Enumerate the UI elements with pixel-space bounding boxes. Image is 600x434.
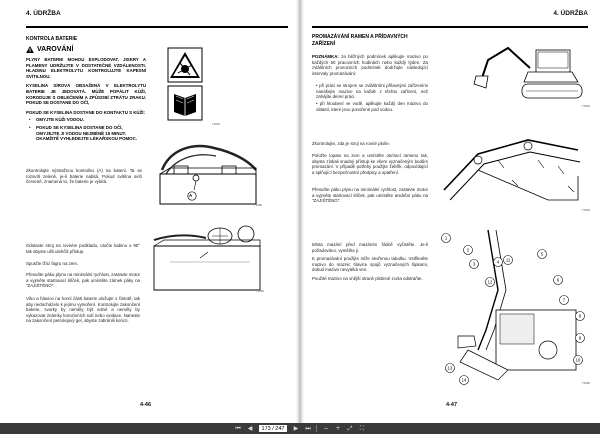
list-item: • při práci se strojem se zvláštními přílavnými zařízeními nanášejte mazivo na každé z těchto zařízení, než zahájíte denní práci. bbox=[316, 83, 428, 100]
warning-bullet: • POKUD SE KYSELINA DOSTANE DO OČÍ, OMYJEJTE JI VODOU NEJMÉNĚ 15 MINUT. OKAMŽITĚ VYHLEDEJTE LÉKAŘSKOU POMOC. bbox=[29, 124, 137, 142]
page-number: 4-46 bbox=[140, 402, 152, 408]
header-rule bbox=[312, 26, 588, 28]
page-header: 4. ÚDRŽBA bbox=[553, 10, 588, 17]
callout-marker bbox=[446, 364, 455, 373]
callout-a: A bbox=[189, 193, 193, 198]
next-page-icon[interactable]: ▶ bbox=[293, 425, 299, 432]
first-page-icon[interactable]: ⏮ bbox=[235, 424, 241, 432]
warning-title bbox=[26, 46, 146, 53]
section-title: PROMAZÁVÁNÍ RAMEN A PŘÍDAVNÝCH ZAŘÍZENÍ bbox=[312, 34, 408, 47]
callout-label: 8 bbox=[578, 313, 582, 319]
callout-marker bbox=[504, 256, 513, 265]
paragraph: Položte lopatu na zem a umístěte otvírací rameno tak, abyste získali snadný přístup ke všem vyznačeným bodům promazání. V případě potřeby použijte žebřík, odpovídající a splňující bezpečnostní předpisy a opatření. bbox=[312, 153, 428, 175]
note bbox=[312, 54, 428, 76]
callout-marker bbox=[560, 296, 569, 305]
warning-pictogram-figure bbox=[152, 46, 218, 126]
callout-marker bbox=[538, 250, 547, 259]
figure-number: T0380 bbox=[254, 203, 262, 207]
callout-marker bbox=[460, 376, 469, 385]
callout-label: 7 bbox=[562, 297, 566, 303]
paragraph: Přesuňte páku plynu na minimální rychlost, zastavte motor a vyjměte startovací klíček, pak umístěte areálční páku na "ZAJIŠTĚNO". bbox=[312, 187, 428, 204]
header-rule bbox=[26, 26, 288, 28]
list-item: • při hloubení ve vodě, aplikujte každý den mazivo do oblastí, které jsou ponořené pod vodou. bbox=[316, 101, 429, 112]
callout-label: 3 bbox=[472, 261, 476, 267]
paragraph: Odstavte stroj na rovném podkladu, otočte kabinu o 90° tak abyste ušli ulehčili přístup. bbox=[26, 243, 140, 254]
callout-label: 10 bbox=[575, 357, 581, 363]
note-text: za běžných podmínek aplikujte mazivo po každých 50 pracovních hodinách nebo každý týden. Za zvláštních provozních podmínek dodržujte následující intervaly promazávání: bbox=[312, 54, 428, 76]
paragraph: Místa mazání před mazáním řádně vyčistěte. Je-li požadováno, vyměňte ji. bbox=[312, 242, 428, 253]
warning-text-2: KYSELINA SÍROVÁ OBSAŽENÁ V ELEKTROLYTU BATERIE JE JEDOVATÁ. MŮŽE POPÁLIT KŮŽI, KORODUJE S OBLEČENÍM A ZPŮSOBÍ ZTRÁTU ZRAKU. POKUD SE DOSTANE DO OČÍ, bbox=[26, 83, 146, 106]
warning-text-3: POKUD SE KYSELINA DOSTANE DO KONTAKTU S KŮŽÍ: bbox=[26, 109, 145, 115]
figure-number: T0040 bbox=[212, 122, 220, 126]
callout-marker bbox=[464, 246, 473, 255]
battery-figure bbox=[152, 130, 262, 208]
figure-number: T0020 bbox=[582, 104, 590, 108]
callout-label: 14 bbox=[461, 377, 467, 383]
excavator-figure bbox=[468, 38, 586, 106]
figure-number: T0340 bbox=[582, 208, 590, 212]
callout-label: 6 bbox=[556, 277, 560, 283]
paragraph: Zkontrolujte, zda je stroj na rovné ploše. bbox=[312, 141, 390, 146]
callout-marker bbox=[494, 258, 503, 267]
zoom-in-icon[interactable]: + bbox=[335, 425, 341, 432]
callout-label: 9 bbox=[578, 335, 582, 341]
fullscreen-icon[interactable]: ⛶ bbox=[359, 424, 365, 432]
right-page bbox=[300, 0, 600, 423]
viewer-toolbar bbox=[0, 423, 600, 434]
callout-marker bbox=[486, 278, 495, 287]
note-label: POZNÁMKA: bbox=[312, 54, 339, 59]
callout-marker bbox=[576, 334, 585, 343]
warning-bullet: • OMYJTE KŮŽI VODOU. bbox=[29, 117, 85, 123]
book-spine bbox=[296, 0, 304, 423]
warning-icon bbox=[26, 46, 34, 53]
warning-box bbox=[26, 46, 146, 166]
last-page-icon[interactable]: ⏭ bbox=[305, 424, 311, 432]
callout-marker bbox=[554, 276, 563, 285]
callout-label: 1 bbox=[444, 235, 448, 241]
callout-marker bbox=[576, 312, 585, 321]
fit-page-icon[interactable]: ⤢ bbox=[347, 424, 353, 432]
toolbar-divider bbox=[316, 425, 317, 432]
callout-marker bbox=[574, 356, 583, 365]
page-header: 4. ÚDRŽBA bbox=[26, 10, 61, 17]
zoom-out-icon[interactable]: − bbox=[323, 425, 329, 432]
page-indicator[interactable]: 173 / 247 bbox=[259, 425, 288, 432]
page-number: 4-47 bbox=[446, 402, 458, 408]
paragraph: Použité mazivo na vnější straně plstinné zcela odstraňte. bbox=[312, 276, 423, 281]
callout-label: 13 bbox=[447, 365, 453, 371]
previous-page-icon[interactable]: ◀ bbox=[247, 425, 253, 432]
warning-label: VAROVÁNÍ bbox=[37, 46, 74, 53]
warning-text-1: PLYNY BATERIE MOHOU EXPLODOVAT. JISKRY A PLAMENY UDRŽUJTE V DOSTATEČNÉ VZDÁLENOSTI. HLADINU ELEKTROLYTU KONTROLUJTE KAPESNÍ SVÍTILNOU. bbox=[26, 57, 146, 79]
callout-marker bbox=[470, 260, 479, 269]
lubrication-points-figure bbox=[438, 220, 588, 385]
callout-marker bbox=[442, 234, 451, 243]
callout-label: 4 bbox=[496, 259, 500, 265]
paragraph: Víko a hlavice na horní části baterie uložujte s čistotě, tak aby nedocházelo k jejímu vytvoření. Kontrolujte zakončení baterie, svorky by neměly být volné a neměly by vykazovat známky korozivních solí nebo oxidace. Naneste na zakončení petrolejový gel, abyste zabránili korozi. bbox=[26, 296, 140, 324]
figure-number: T0350 bbox=[582, 381, 590, 385]
paragraph: K promazávání použijte mlže sevřenou tabulku. Vstřikněte mazivo do maznic hlavice spojů vyznačených šipkami, dokud mazivo nevytéká ven. bbox=[312, 256, 428, 273]
section-title: KONTROLA BATERIE bbox=[26, 36, 78, 42]
left-page bbox=[0, 0, 300, 423]
paragraph: Spusťte lžíci fagru na zem. bbox=[26, 261, 79, 266]
figure-number: T0360 bbox=[256, 289, 264, 293]
callout-label: 12 bbox=[487, 279, 493, 285]
callout-label: 2 bbox=[466, 247, 470, 253]
paragraph: Přesuňte páku plynu na minimální rychlost, zastavte motor a vyjměte startovací klíček, pak umístěte zámek páky na "ZAJIŠTĚNO". bbox=[26, 272, 140, 289]
paragraph: Zkontrolujte výstražnou kontrolku (A) na baterii. Ta se rozsvítí zeleně, je-li baterie nabitá. Pokud svítilna svítí červeně, znamená to, že baterie je vybitá. bbox=[26, 168, 142, 185]
boom-detail-figure bbox=[438, 130, 588, 212]
callout-label: 5 bbox=[540, 251, 544, 257]
callout-label: 11 bbox=[505, 257, 511, 263]
battery-compartment-figure bbox=[150, 218, 265, 293]
